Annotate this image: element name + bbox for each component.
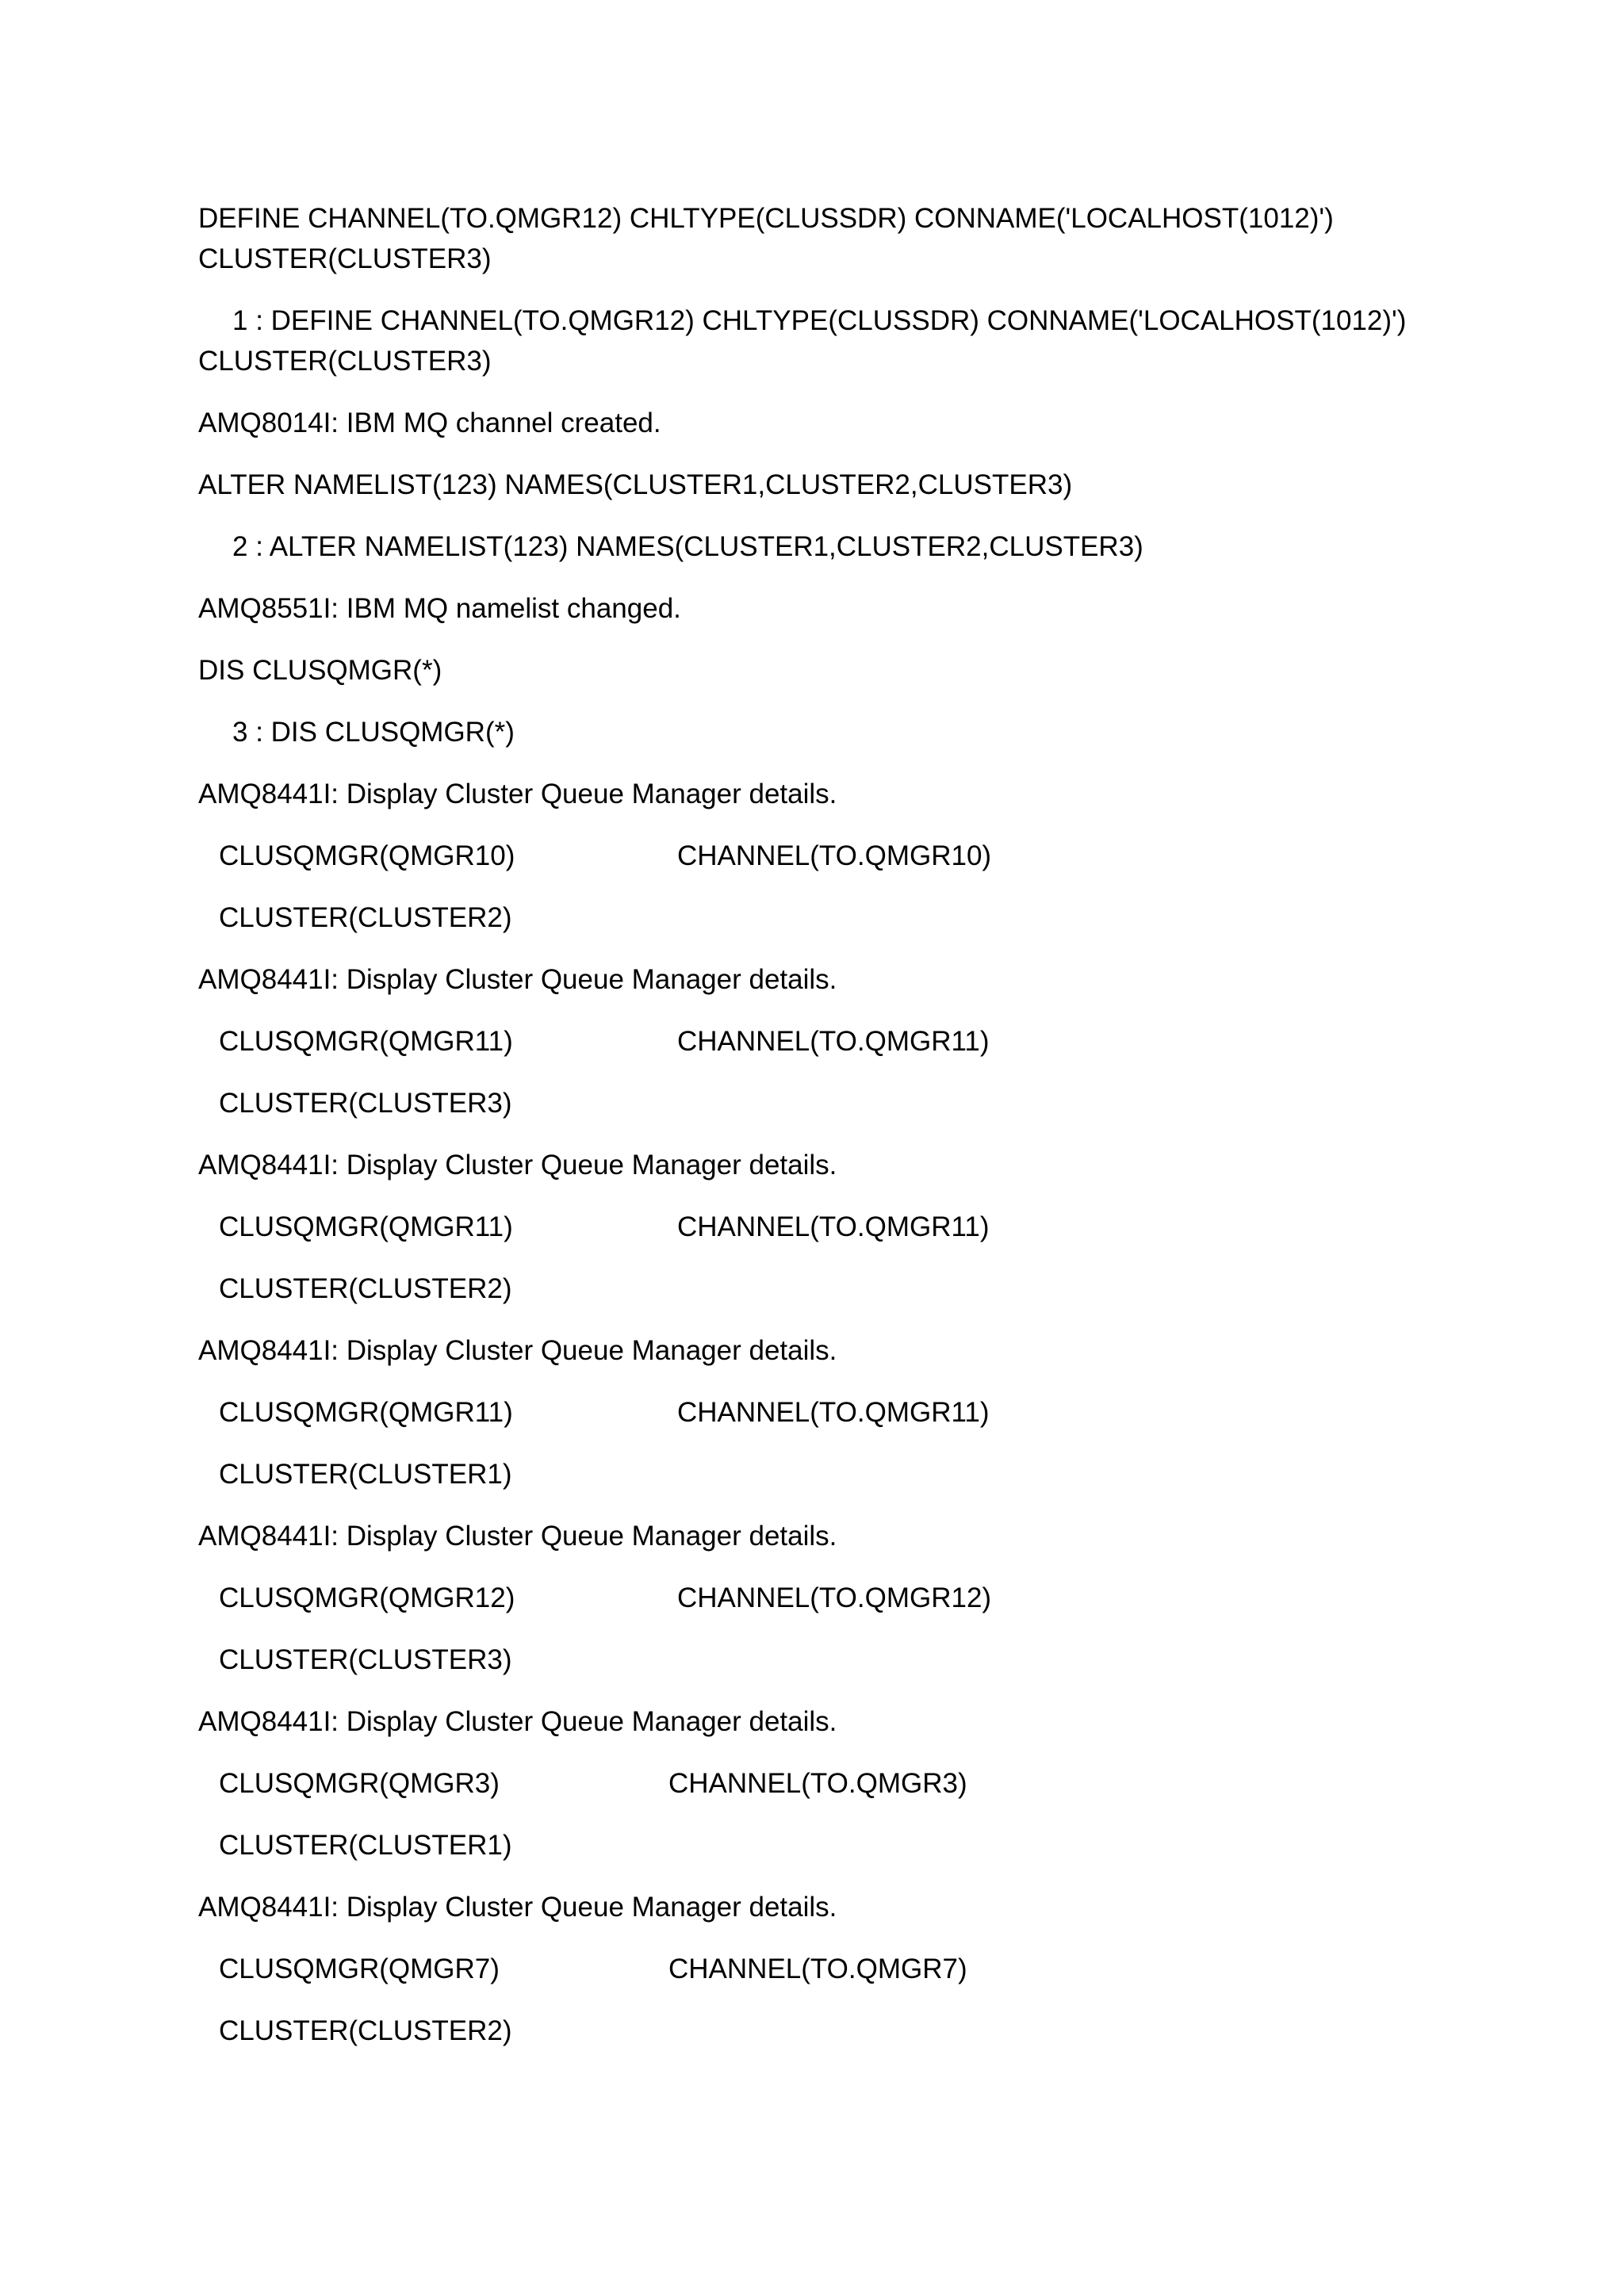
detail-row [198, 1578, 1435, 1618]
command-line: DEFINE CHANNEL(TO.QMGR12) CHLTYPE(CLUSSDR) CONNAME('LOCALHOST(1012)') [198, 203, 1334, 234]
clusqmgr-value: CLUSQMGR(QMGR11) [219, 1026, 513, 1057]
detail-header: AMQ8441I: Display Cluster Queue Manager details. [198, 1150, 837, 1181]
cluster-value: CLUSTER(CLUSTER1) [219, 1830, 512, 1861]
cluster-value: CLUSTER(CLUSTER2) [219, 2015, 512, 2046]
echo-line: CLUSTER(CLUSTER3) [198, 346, 492, 377]
channel-value: CHANNEL(TO.QMGR3) [668, 1768, 967, 1799]
alter-namelist-echo: 2 : ALTER NAMELIST(123) NAMES(CLUSTER1,CLUSTER2,CLUSTER3) [232, 531, 1143, 562]
clusqmgr-value: CLUSQMGR(QMGR12) [219, 1582, 515, 1613]
define-channel-echo [198, 300, 1435, 381]
channel-value: CHANNEL(TO.QMGR11) [677, 1211, 990, 1242]
detail-row [198, 836, 1435, 876]
clusqmgr-value: CLUSQMGR(QMGR11) [219, 1211, 513, 1242]
channel-value: CHANNEL(TO.QMGR10) [677, 840, 992, 871]
clusqmgr-value: CLUSQMGR(QMGR10) [219, 840, 515, 871]
detail-header: AMQ8441I: Display Cluster Queue Manager details. [198, 1892, 837, 1923]
echo-line: 1 : DEFINE CHANNEL(TO.QMGR12) CHLTYPE(CLUSSDR) CONNAME('LOCALHOST(1012)') [232, 305, 1407, 336]
clusqmgr-value: CLUSQMGR(QMGR3) [219, 1768, 500, 1799]
detail-header: AMQ8441I: Display Cluster Queue Manager details. [198, 1521, 837, 1552]
cluster-value: CLUSTER(CLUSTER2) [219, 902, 512, 933]
detail-row [198, 1021, 1435, 1062]
display-clusqmgr-echo: 3 : DIS CLUSQMGR(*) [232, 717, 515, 748]
clusqmgr-value: CLUSQMGR(QMGR7) [219, 1954, 500, 1984]
display-clusqmgr-command: DIS CLUSQMGR(*) [198, 655, 442, 686]
cluster-value: CLUSTER(CLUSTER3) [219, 1088, 512, 1119]
result-message: AMQ8551I: IBM MQ namelist changed. [198, 593, 681, 624]
command-line: CLUSTER(CLUSTER3) [198, 243, 492, 274]
channel-value: CHANNEL(TO.QMGR11) [677, 1397, 990, 1428]
detail-row [198, 1392, 1435, 1433]
cluster-value: CLUSTER(CLUSTER2) [219, 1273, 512, 1304]
channel-value: CHANNEL(TO.QMGR7) [668, 1954, 967, 1984]
alter-namelist-command: ALTER NAMELIST(123) NAMES(CLUSTER1,CLUSTER2,CLUSTER3) [198, 469, 1073, 500]
detail-header: AMQ8441I: Display Cluster Queue Manager details. [198, 779, 837, 809]
cluster-value: CLUSTER(CLUSTER1) [219, 1459, 512, 1490]
detail-header: AMQ8441I: Display Cluster Queue Manager details. [198, 1706, 837, 1737]
detail-row [198, 1207, 1435, 1247]
document-body [198, 198, 1435, 2072]
detail-row [198, 1763, 1435, 1804]
detail-row [198, 1949, 1435, 1989]
clusqmgr-value: CLUSQMGR(QMGR11) [219, 1397, 513, 1428]
detail-header: AMQ8441I: Display Cluster Queue Manager details. [198, 1335, 837, 1366]
channel-value: CHANNEL(TO.QMGR11) [677, 1026, 990, 1057]
result-message: AMQ8014I: IBM MQ channel created. [198, 408, 661, 438]
detail-header: AMQ8441I: Display Cluster Queue Manager details. [198, 964, 837, 995]
define-channel-command [198, 198, 1435, 279]
cluster-value: CLUSTER(CLUSTER3) [219, 1644, 512, 1675]
channel-value: CHANNEL(TO.QMGR12) [677, 1582, 992, 1613]
